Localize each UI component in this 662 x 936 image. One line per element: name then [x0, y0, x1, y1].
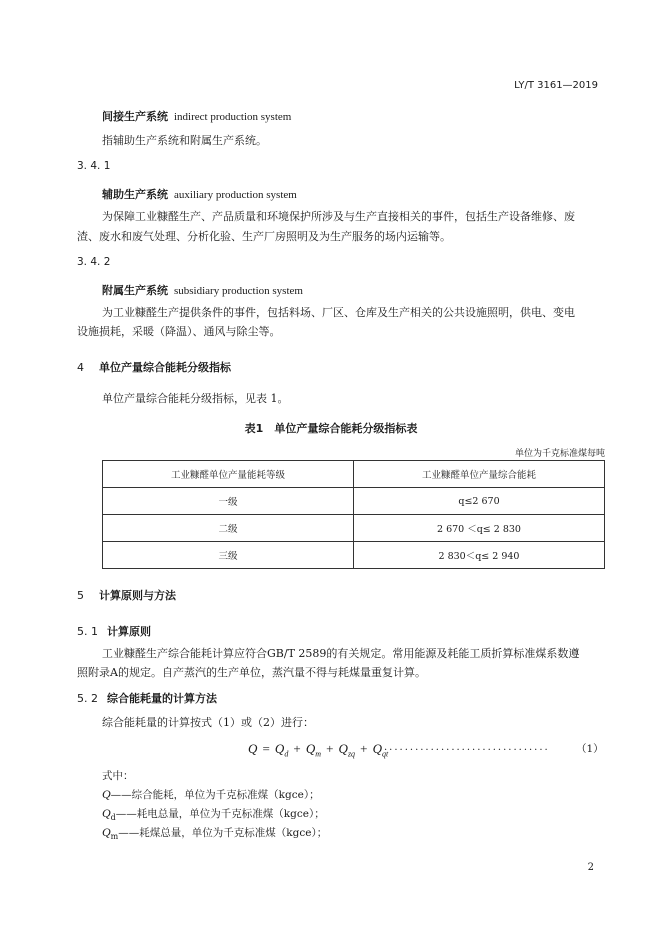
section-4-heading: [77, 359, 231, 375]
section-title: 计算原则: [107, 625, 151, 638]
term-zh: 辅助生产系统: [102, 188, 168, 201]
section-title: 单位产量综合能耗分级指标: [99, 361, 231, 374]
section-5-1-line2: 照附录A的规定。自产蒸汽的生产单位，蒸汽量不得与耗煤量重复计算。: [77, 666, 426, 679]
section-5-heading: [77, 587, 176, 603]
term-zh: 间接生产系统: [102, 110, 168, 123]
table-header-cell: 工业糠醛单位产量综合能耗: [354, 461, 605, 488]
definition-auxiliary-line1: 为保障工业糠醛生产、产品质量和环境保护所涉及与生产直接相关的事件，包括生产设备维修、废: [102, 210, 575, 223]
variable-definition: $Q_d——$耗电总量，单位为千克标准煤（kgce）；: [102, 806, 325, 823]
where-label: 式中：: [102, 770, 134, 782]
formula-number: （1）: [576, 743, 604, 755]
section-number: 4: [77, 361, 84, 374]
formula-term: $Q_{zq}$: [338, 741, 356, 759]
term-indirect-production-system: [102, 108, 291, 124]
formula-term: $Q_m$: [305, 741, 322, 759]
section-5-1-line1: 工业糠醛生产综合能耗计算应符合GB/T 2589的有关规定。常用能源及耗能工质折算标准煤系数遵: [102, 647, 580, 660]
page-number: 2: [587, 862, 594, 873]
table-cell-range: 2 830＜q≤ 2 940: [354, 542, 605, 569]
document-code: LY/T 3161—2019: [514, 80, 598, 91]
definition-indirect: 指辅助生产系统和附属生产系统。: [102, 134, 267, 147]
energy-grade-table: [102, 460, 605, 569]
definition-subsidiary-line2: 设施损耗，采暖（降温）、通风与除尘等。: [77, 325, 281, 338]
term-en: indirect production system: [174, 111, 292, 123]
term-zh: 附属生产系统: [102, 284, 168, 297]
table-cell-grade: 三级: [103, 542, 354, 569]
table-cell-range: 2 670 ＜q≤ 2 830: [354, 515, 605, 542]
formula-1: [248, 738, 388, 759]
section-4-intro: 单位产量综合能耗分级指标，见表 1。: [102, 392, 289, 405]
variable-definition: $Q_m——$耗煤总量，单位为千克标准煤（kgce）；: [102, 825, 328, 842]
table-header-row: [103, 461, 605, 488]
section-title: 综合能耗量的计算方法: [107, 692, 217, 705]
table-row: [103, 515, 605, 542]
table-cell-range: q≤2 670: [354, 488, 605, 515]
definition-subsidiary-line1: 为工业糠醛生产提供条件的事件，包括料场、厂区、仓库及生产相关的公共设施照明，供电、变电: [102, 306, 575, 319]
section-number: 5. 1: [77, 625, 98, 638]
clause-number-3-4-1: 3. 4. 1: [77, 160, 111, 172]
term-subsidiary-production-system: [102, 282, 303, 298]
term-auxiliary-production-system: [102, 186, 297, 202]
clause-number-3-4-2: 3. 4. 2: [77, 256, 111, 268]
section-number: 5: [77, 589, 84, 602]
variable-definition: Q——综合能耗，单位为千克标准煤（kgce）；: [102, 787, 320, 801]
section-title: 计算原则与方法: [99, 589, 176, 602]
definition-auxiliary-line2: 渣、废水和废气处理、分析化验、生产厂房照明及为生产服务的场内运输等。: [77, 230, 451, 243]
table-1-caption: 表1 单位产量综合能耗分级指标表: [244, 422, 418, 435]
formula-lhs: Q: [248, 741, 258, 756]
section-5-2-heading: [77, 690, 217, 706]
table-row: [103, 488, 605, 515]
table-1-unit: 单位为千克标准煤每吨: [514, 449, 605, 459]
formula-plus: +: [293, 741, 301, 756]
term-en: subsidiary production system: [174, 285, 303, 297]
formula-term: $Q_d$: [274, 741, 289, 759]
formula-plus: +: [326, 741, 334, 756]
section-5-2-intro: 综合能耗量的计算按式（1）或（2）进行：: [102, 716, 314, 729]
formula-dot-leader: ................................: [384, 742, 550, 753]
section-5-1-heading: [77, 623, 151, 639]
section-number: 5. 2: [77, 692, 98, 705]
formula-equals: =: [262, 741, 270, 756]
table-row: [103, 542, 605, 569]
table-cell-grade: 二级: [103, 515, 354, 542]
formula-plus: +: [360, 741, 368, 756]
table-header-cell: 工业糠醛单位产量能耗等级: [103, 461, 354, 488]
formula-term: $Q_{qt}$: [372, 741, 389, 759]
table-cell-grade: 一级: [103, 488, 354, 515]
term-en: auxiliary production system: [174, 189, 297, 201]
